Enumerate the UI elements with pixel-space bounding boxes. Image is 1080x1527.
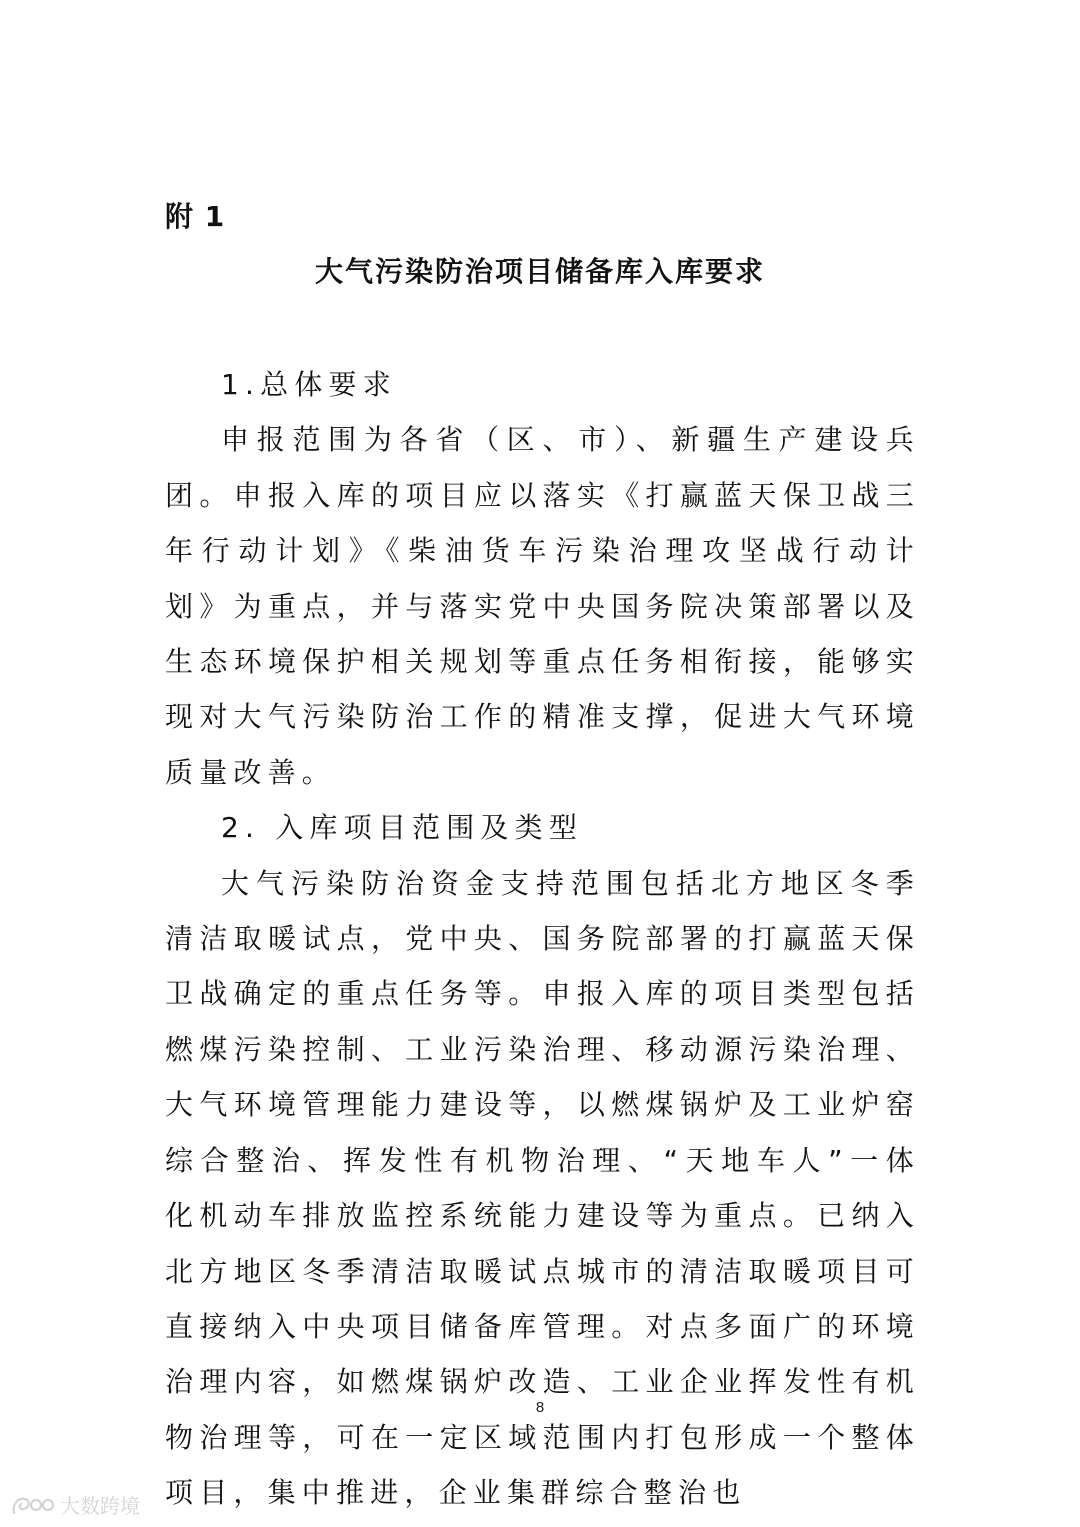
watermark — [10, 1493, 140, 1519]
section-heading-general: 1.总体要求 — [221, 368, 397, 401]
attachment-label: 附 1 — [165, 200, 226, 233]
page-number: 8 — [535, 1399, 545, 1416]
paragraph-project-types: 大气污染防治资金支持范围包括北方地区冬季清洁取暖试点，党中央、国务院部署的打赢蓝天保卫战确定的重点任务等。申报入库的项目类型包括燃煤污染控制、工业污染治理、移动源污染治理、大气环境管理能力建设等，以燃煤锅炉及工业炉窑综合整治、挥发性有机物治理、“天地车人”一体化机动车排放监控系统能力建设等为重点。已纳入北方地区冬季清洁取暖试点城市的清洁取暖项目可直接纳入中央项目储备库管理。对点多面广的环境治理内容，如燃煤锅炉改造、工业企业挥发性有机物治理等，可在一定区域范围内打包形成一个整体项目，集中推进，企业集群综合整治也 — [165, 866, 920, 1510]
brand-logo-icon — [10, 1493, 56, 1519]
document-title: 大气污染防治项目储备库入库要求 — [314, 255, 765, 288]
document-body — [165, 357, 920, 1521]
paragraph-scope: 申报范围为各省（区、市）、新疆生产建设兵团。申报入库的项目应以落实《打赢蓝天保卫战三年行动计划》《柴油货车污染治理攻坚战行动计划》为重点，并与落实党中央国务院决策部署以及生态环境保护相关规划等重点任务相衔接，能够实现对大气污染防治工作的精准支撑，促进大气环境质量改善。 — [165, 423, 920, 789]
watermark-text: 大数跨境 — [60, 1494, 140, 1518]
section-heading-project-types: 2. 入库项目范围及类型 — [221, 811, 584, 845]
